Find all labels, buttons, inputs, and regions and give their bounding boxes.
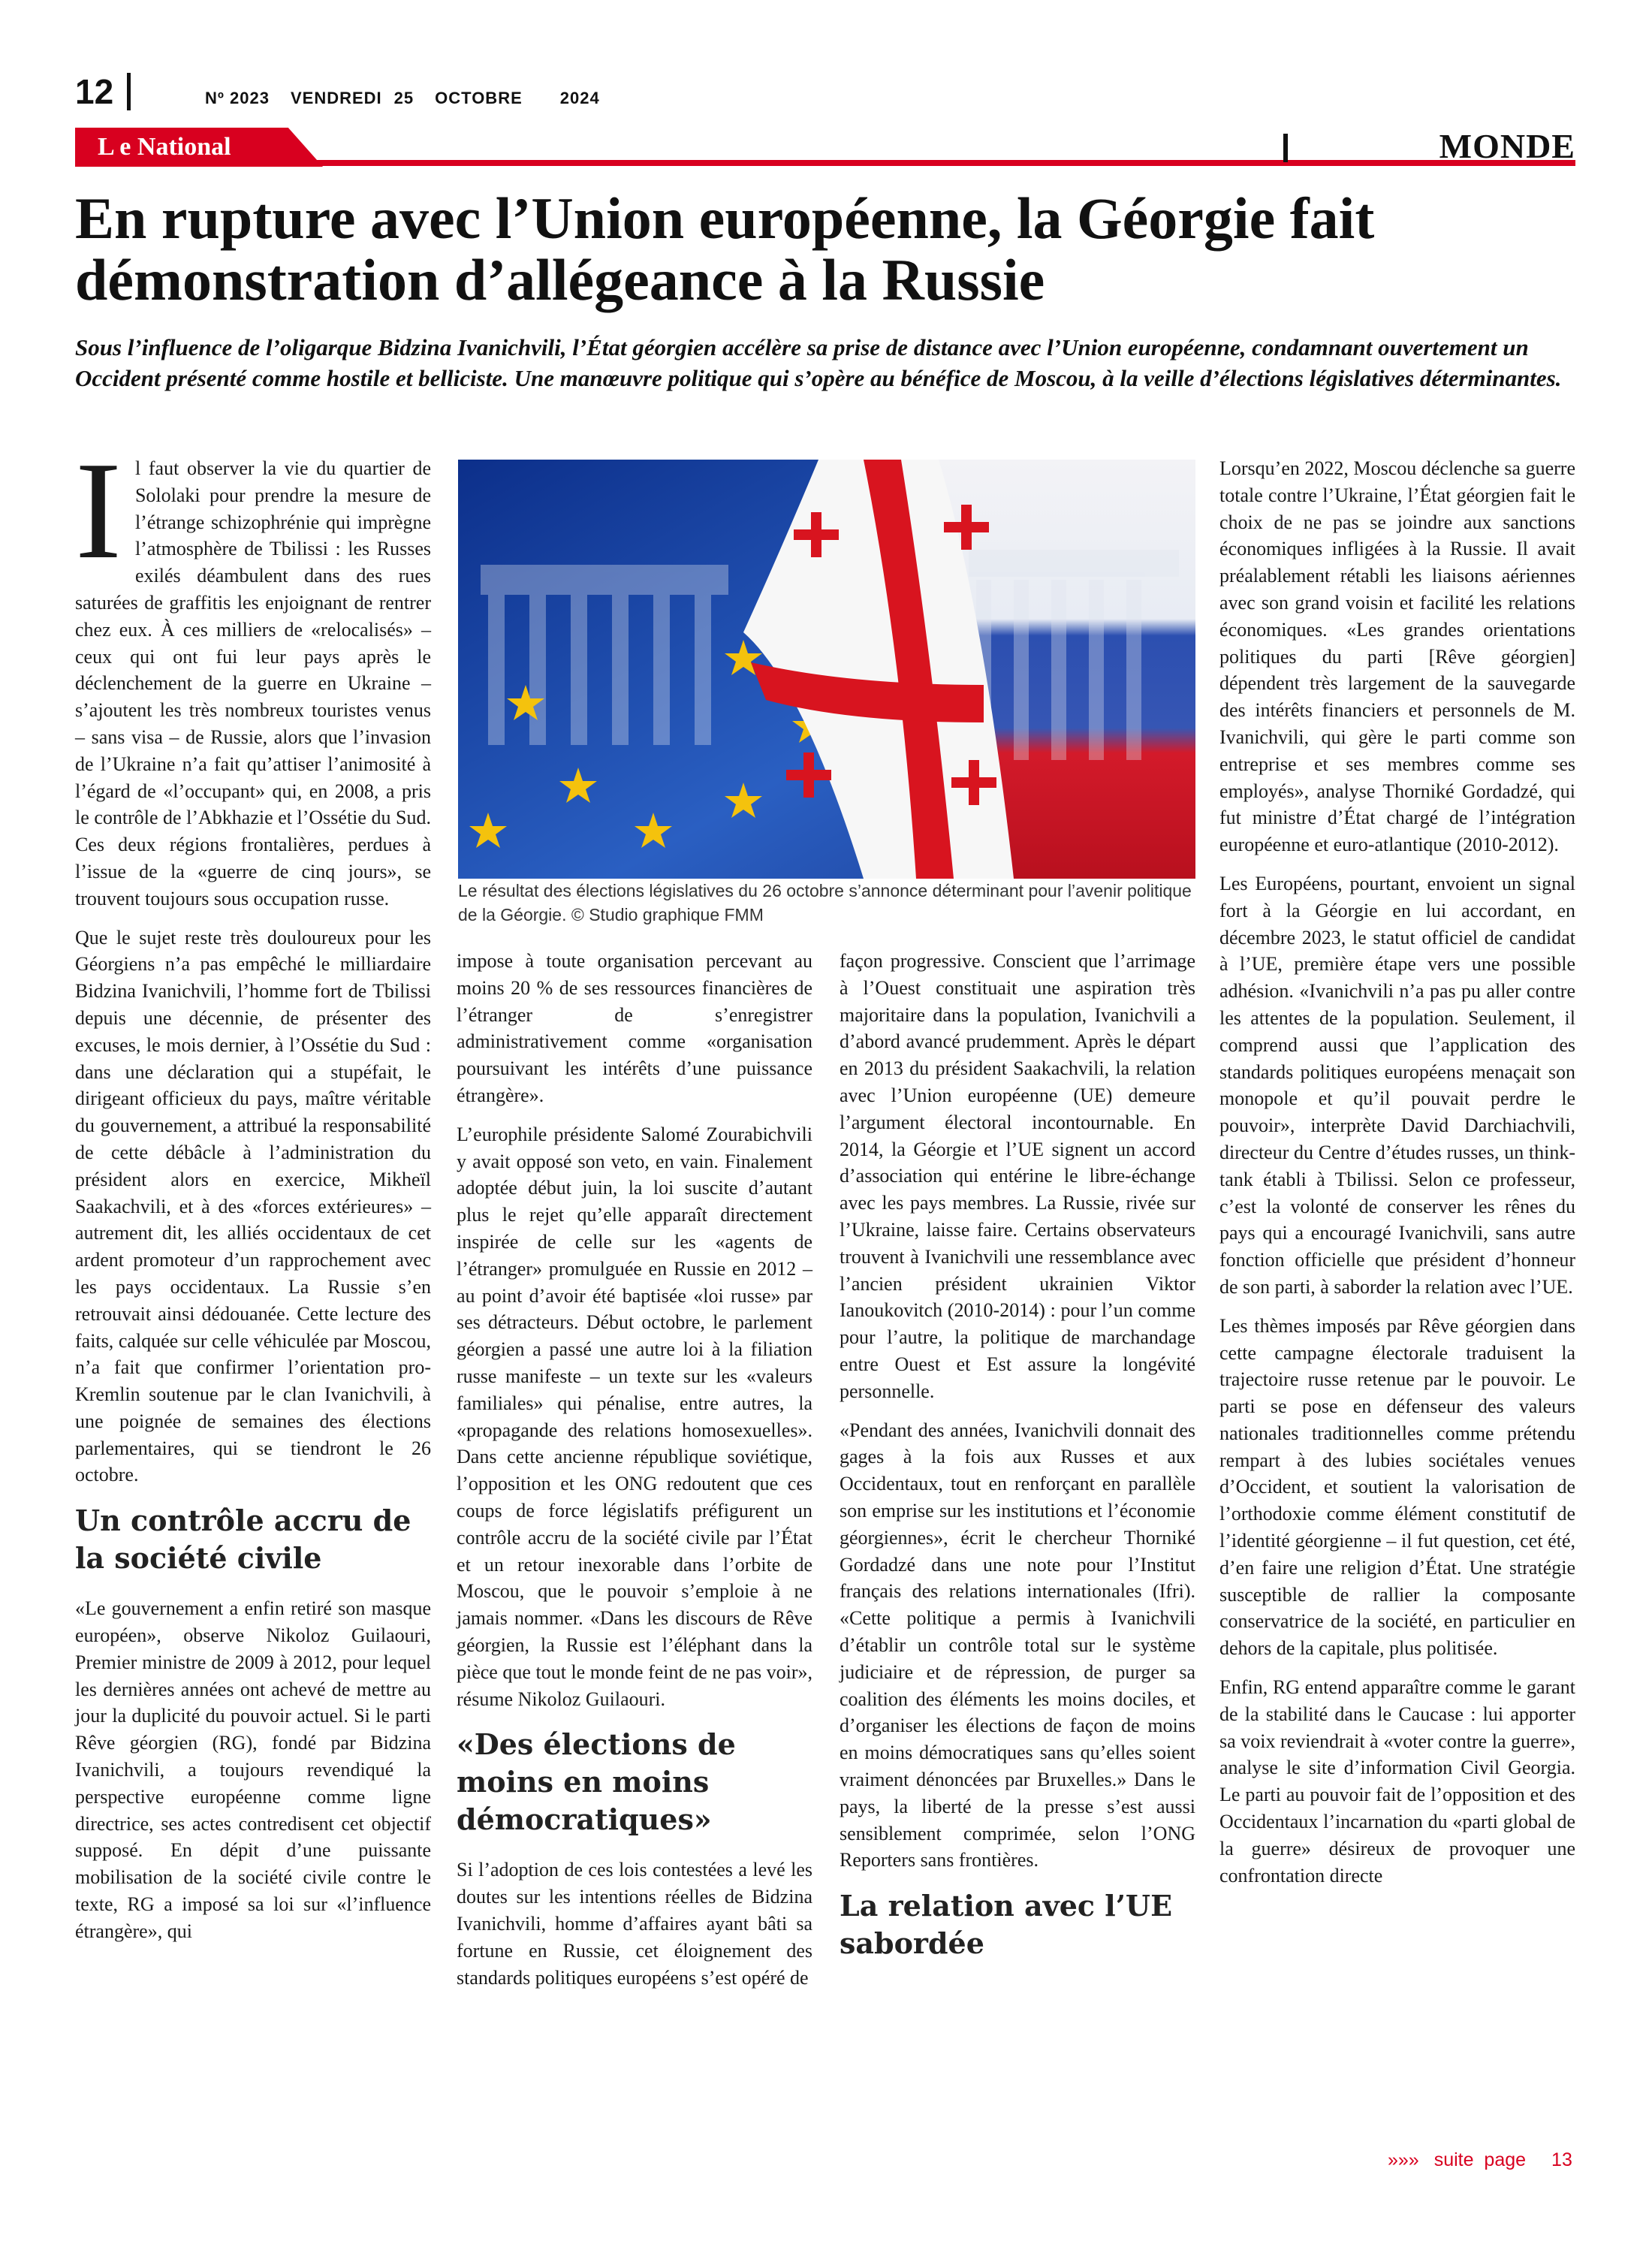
continue-page-number: 13 (1551, 2149, 1572, 2170)
article-paragraph: «Pendant des années, Ivanichvili donnait des gages à la fois aux Russes et aux Occidentaux, tout en renforçant en parallèle son emprise sur les institutions et l’économie géorgiennes», écrit le chercheur Thorniké Gordadzé dans une note pour l’Institut français des relations internationales (Ifri). «Cette politique a permis à Ivanichvili d’établir un contrôle total sur le système judiciaire et de répression, de purger sa coalition des éléments les moins dociles, et d’organiser les élections de façon de moins en moins démocratiques sans qu’elles soient vraiment dénoncées par Bruxelles.» Dans le pays, la liberté de la presse s’est aussi sensiblement comprimée, selon l’ONG Reporters sans frontières. (840, 1419, 1195, 1871)
page-number: 12 (75, 72, 114, 111)
issue-year: 2024 (559, 89, 600, 107)
article-paragraph (75, 433, 431, 912)
article-paragraph: Si l’adoption de ces lois contestées a levé les doutes sur les intentions réelles de Bidzina Ivanichvili, homme d’affaires ayant bâti sa fortune en Russie, cet éloignement des standards politiques européens s’est opéré de (457, 1859, 812, 1989)
issue-day: 25 (393, 89, 415, 107)
drop-cap: I (75, 433, 122, 588)
article-paragraph: Que le sujet reste très douloureux pour les Géorgiens n’a pas empêché le milliardaire Bidzina Ivanichvili, l’homme fort de Tbilissi depuis une décennie, de présenter des excuses, le mois dernier, à l’Ossétie du Sud : dans une déclaration qui a stupéfait, le dirigeant officieux du pays, maître véritable du gouvernement, a attribué la responsabilité de cette débâcle à l’administration du président alors en exercice, Mikheïl Saakachvili, et à des «forces extérieures» – autrement dit, les alliés occidentaux de cet ardent promoteur d’un rapprochement avec les pays occidentaux. La Russie s’en retrouvait ainsi dédouanée. Cette lecture des faits, calquée sur celle véhiculée par Moscou, n’a fait que confirmer l’orientation pro-Kremlin soutenue par le clan Ivanichvili, à une poignée de semaines des élections parlementaires, qui se tiendront le 26 octobre. (75, 926, 431, 1486)
issue-number: Nº 2023 (205, 89, 270, 107)
brand-band (75, 128, 1575, 167)
article-column-3 (840, 948, 1195, 1980)
article-paragraph: Lorsqu’en 2022, Moscou déclenche sa guerre totale contre l’Ukraine, l’État géorgien fait le choix de ne pas se joindre aux sanctions économiques infligées à la Russie. Il avait préalablement rétabli les liaisons aériennes avec son grand voisin et facilité les relations économiques. «Les grandes orientations politiques du parti [Rêve géorgien] dépendent très largement de la sauvegarde des intérêts financiers et personnels de M. Ivanichvili, qui gère le parti comme son entreprise et ses membres comme ses employés», analyse Thorniké Gordadzé, qui fut ministre d’État chargé de l’intégration européenne et euro-atlantique (2010-2012). (1219, 457, 1575, 856)
article-column-1 (75, 433, 431, 1957)
article-headline: En rupture avec l’Union européenne, la Géorgie fait démonstration d’allégeance à la Russie (75, 185, 1375, 312)
article-paragraph: L’europhile présidente Salomé Zourabichvili y avait opposé son veto, en vain. Finalement adoptée début juin, la loi suscite d’autant plus le rejet qu’elle apparaît directement inspirée de celle sur les «agents de l’étranger» promulguée en Russie en 2012 – au point d’avoir été baptisée «loi russe» par ses détracteurs. Début octobre, le parlement géorgien a passé une autre loi à la filiation russe manifeste – un texte sur les «valeurs familiales» qui pénalise, entre autres, la «propagande des relations homosexuelles». Dans cette ancienne république soviétique, l’opposition et les ONG redoutent que ces coups de force législatifs préfigurent un contrôle accru de la société civile par l’État et un retour inexorable dans l’orbite de Moscou, que le pouvoir s’emploie à ne jamais nommer. «Dans les discours de Rêve géorgien, la Russie est l’éléphant dans la pièce que tout le monde feint de ne pas voir», résume Nikoloz Guilaouri. (457, 1123, 812, 1710)
page-number-divider (127, 73, 131, 110)
article-paragraph: impose à toute organisation percevant au moins 20 % de ses ressources financières de l’étranger de s’enregistrer administrativement comme «organisation poursuivant les intérêts d’une puissance étrangère». (457, 950, 812, 1106)
page-header (75, 69, 131, 114)
article-paragraph: Les Européens, pourtant, envoient un signal fort à la Géorgie en lui accordant, en décembre 2023, le statut officiel de candidat à l’UE, première étape vers une possible adhésion. «Ivanichvili n’a pas pu aller contre les attentes de la population. Seulement, il comprend aussi que l’application des standards politiques européens menaçait son monopole et qu’il pouvait perdre le pouvoir», interprète David Darchiachvili, directeur du Centre d’études russes, un think-tank établi à Tbilissi. Selon ce professeur, c’est la volonté de conserver les rênes du pays qui a encouragé Ivanichvili, sans autre fonction officielle que président d’honneur de son parti, à saborder la relation avec l’UE. (1219, 872, 1575, 1298)
issue-weekday: VENDREDI (290, 89, 382, 107)
photo-caption: Le résultat des élections législatives du 26 octobre s’annonce déterminant pour l’avenir politique de la Géorgie. © Studio graphique FMM (458, 881, 1192, 924)
article-paragraph: «Le gouvernement a enfin retiré son masque européen», observe Nikoloz Guilaouri, Premier ministre de 2009 à 2012, pour lequel les dernières années ont achevé de mettre au jour la duplicité du pouvoir actuel. Si le parti Rêve géorgien (RG), fondé par Bidzina Ivanichvili, a toujours revendiqué la perspective européenne comme ligne directrice, ses actes contredisent cet objectif supposé. En dépit d’une puissante mobilisation de la société civile contre le texte, RG a imposé sa loi sur «l’influence étrangère», qui (75, 1597, 431, 1942)
continued-on-page[interactable] (1388, 2149, 1572, 2171)
continue-label: suite page (1433, 2149, 1527, 2170)
subheading: «Des élections de moins en moins démocratiques» (457, 1727, 736, 1837)
paragraph-text: l faut observer la vie du quartier de Sololaki pour prendre la mesure de l’étrange schizophrénie qui imprègne l’atmosphère de Tbilissi : les Russes exilés déambulent dans des rues saturées de graffitis les enjoignant de rentrer chez eux. À ces milliers de «relocalisés» – ceux qui ont fui leur pays après le déclenchement de la guerre en Ukraine – s’ajoutent les très nombreux touristes venus – sans visa – de Russie, alors que l’invasion de l’Ukraine n’a fait qu’attiser l’animosité à l’égard de «l’occupant» qui, en 2008, a pris le contrôle de l’Abkhazie et l’Ossétie du Sud. Ces deux régions frontalières, perdues à l’issue de la «guerre de cinq jours», se trouvent toujours sous occupation russe. (75, 457, 431, 909)
article-paragraph: façon progressive. Conscient que l’arrimage à l’Ouest constituait une aspiration très majoritaire dans la population, Ivanichvili a d’abord avancé prudemment. Après le départ en 2013 du président Saakachvili, la relation avec l’Union européenne (UE) demeure l’argument électoral incontournable. En 2014, la Géorgie et l’UE signent un accord d’association qui entérine le libre-échange avec les pays membres. La Russie, rivée sur l’Ukraine, laisse faire. Certains observateurs trouvent à Ivanichvili une ressemblance avec l’ancien président ukrainien Viktor Ianoukovitch (2010-2014) : pour l’un comme pour l’autre, la politique de marchandage entre Ouest et Est assure la longévité personnelle. (840, 950, 1195, 1402)
section-name: MONDE (1439, 127, 1575, 165)
continue-arrows-icon: »»» (1388, 2149, 1419, 2170)
article-photo (458, 460, 1195, 879)
eu-georgia-russia-flags-image (458, 460, 1195, 879)
issue-month: OCTOBRE (435, 89, 523, 107)
subheading: La relation avec l’UE sabordée (840, 1889, 1173, 1961)
publication-brand: L e National (98, 133, 231, 161)
article-column-4 (1219, 455, 1575, 1901)
article-paragraph: Enfin, RG entend apparaître comme le garant de la stabilité dans le Caucase : lui apporter sa voix reviendrait à «voter contre la guerre», analyse le site d’information Civil Georgia. Le parti au pouvoir fait de l’opposition et des Occidentaux l’incarnation du «parti global de la guerre» désireux de provoquer une confrontation directe (1219, 1676, 1575, 1887)
issue-info (205, 89, 600, 108)
article-standfirst: Sous l’influence de l’oligarque Bidzina Ivanichvili, l’État géorgien accélère sa prise de distance avec l’Union européenne, condamnant ouvertement un Occident présenté comme hostile et belliciste. Une manœuvre politique qui s’opère au bénéfice de Moscou, à la veille d’élections législatives déterminantes. (75, 334, 1562, 391)
subheading: Un contrôle accru de la société civile (75, 1504, 411, 1576)
article-paragraph: Les thèmes imposés par Rêve géorgien dans cette campagne électorale traduisent la trajectoire russe retenue par le pouvoir. Le parti se pose en défenseur des valeurs nationales traditionnelles comme prétendu rempart à des lubies sociétales venues d’Occident, et soutient la valorisation de l’orthodoxie comme élément constitutif de l’identité géorgienne – il fut question, cet été, d’en faire une religion d’État. Une stratégie susceptible de rallier la composante conservatrice de la société, en particulier en dehors de la capitale, plus politisée. (1219, 1314, 1575, 1660)
section-divider (1283, 134, 1288, 162)
article-column-2 (457, 948, 812, 2003)
